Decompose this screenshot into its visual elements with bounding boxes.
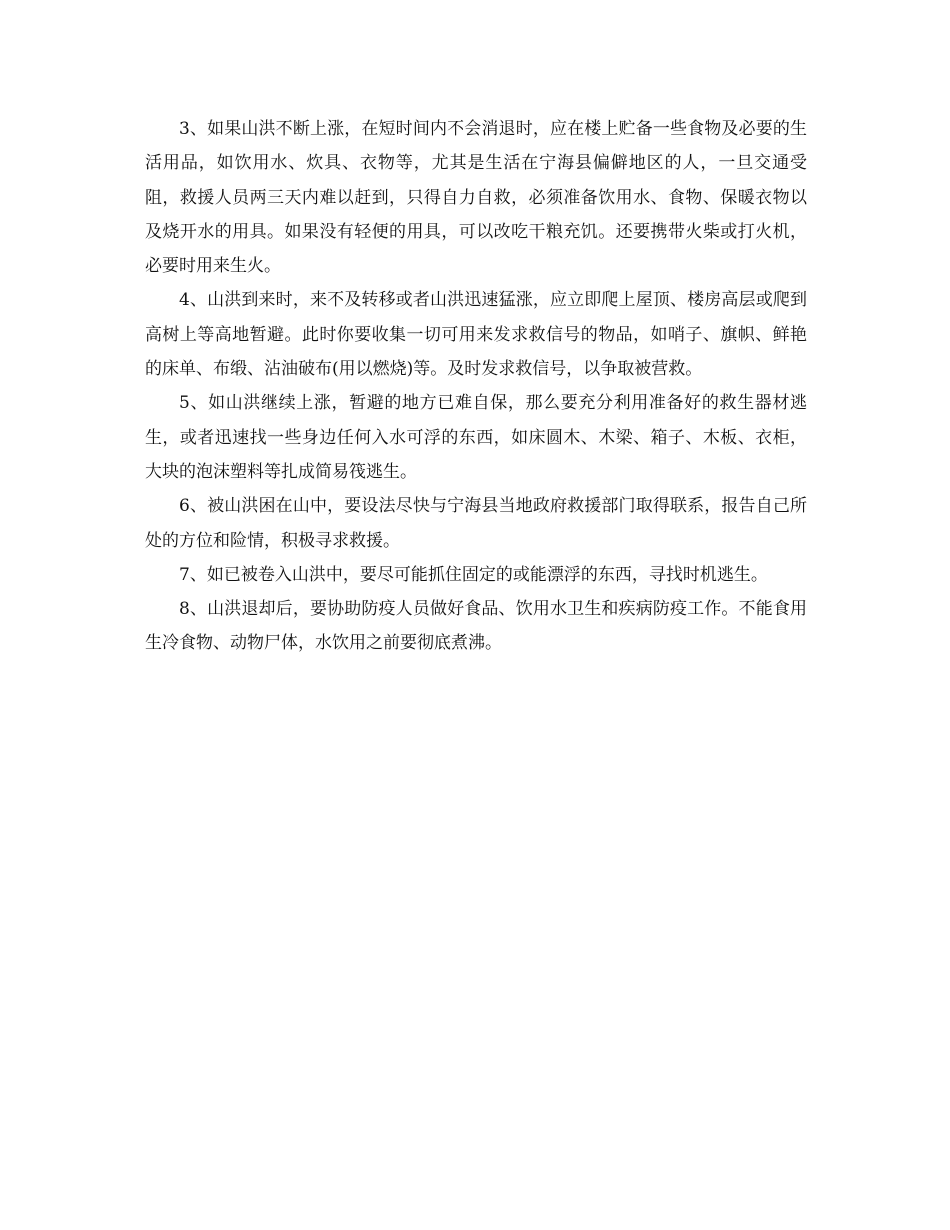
paragraph-8: 8、山洪退却后，要协助防疫人员做好食品、饮用水卫生和疾病防疫工作。不能食用生冷食物、动物尸体，水饮用之前要彻底煮沸。 — [145, 599, 807, 654]
paragraph-3: 3、如果山洪不断上涨，在短时间内不会消退时，应在楼上贮备一些食物及必要的生活用品，如饮用水、炊具、衣物等，尤其是生活在宁海县偏僻地区的人，一旦交通受阻，救援人员两三天内难以赶到，只得自力自救，必须准备饮用水、食物、保暖衣物以及烧开水的用具。如果没有轻便的用具，可以改吃干粮充饥。还要携带火柴或打火机，必要时用来生火。 — [145, 119, 807, 277]
paragraph-7: 7、如已被卷入山洪中，要尽可能抓住固定的或能漂浮的东西，寻找时机逃生。 — [179, 564, 768, 585]
paragraph-6: 6、被山洪困在山中，要设法尽快与宁海县当地政府救援部门取得联系，报告自己所处的方位和险情，积极寻求救援。 — [145, 496, 807, 551]
paragraph-5: 5、如山洪继续上涨，暂避的地方已难自保，那么要充分利用准备好的救生器材逃生，或者迅速找一些身边任何入水可浮的东西，如床圆木、木梁、箱子、木板、衣柜，大块的泡沫塑料等扎成简易筏逃生。 — [145, 393, 807, 482]
paragraph-4: 4、山洪到来时，来不及转移或者山洪迅速猛涨，应立即爬上屋顶、楼房高层或爬到高树上等高地暂避。此时你要收集一切可用来发求救信号的物品，如哨子、旗帜、鲜艳的床单、布缎、沾油破布(用以燃烧)等。及时发求救信号，以争取被营救。 — [145, 290, 807, 380]
document-body — [145, 112, 807, 661]
